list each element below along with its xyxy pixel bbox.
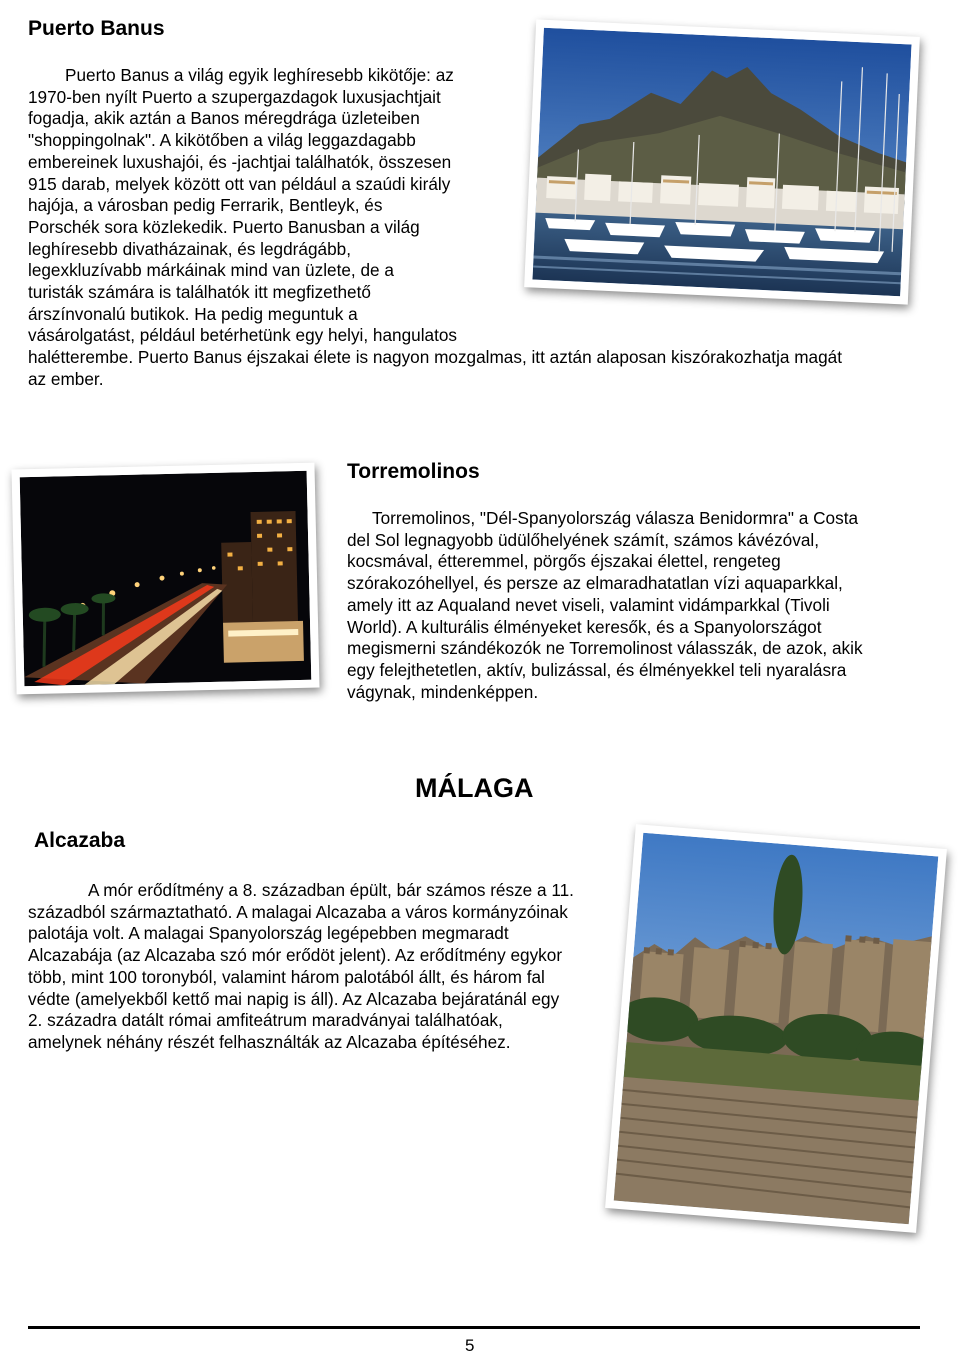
section-title-torremolinos: Torremolinos	[347, 460, 480, 483]
text-line: kocsmával, étteremmel, pörgős éjszakai élettel, rengeteg	[347, 551, 781, 572]
text-line: szórakozóhellyel, és persze az elmaradhatatlan vízi aquaparkkal,	[347, 573, 843, 594]
text-line: 915 darab, melyek között ott van például a szaúdi király	[28, 173, 451, 194]
alcazaba-paragraph	[28, 880, 628, 1054]
text-line: századból származtatható. A malagai Alcazaba a város kormányzóinak	[28, 901, 568, 922]
text-line: 1970-ben nyílt Puerto a szupergazdagok luxusjachtjait	[28, 86, 441, 107]
text-line: A mór erődítmény a 8. században épült, bár számos része a 11.	[88, 880, 574, 900]
text-line: az ember.	[28, 368, 104, 389]
footer-divider	[28, 1326, 920, 1329]
section-title-alcazaba: Alcazaba	[34, 829, 126, 852]
text-line: legexkluzívabb márkáinak mind van üzlete, de a	[28, 260, 394, 281]
text-line: hajója, a városban pedig Ferrarik, Bentleyk, és	[28, 195, 383, 216]
puerto-banus-marina-photo	[524, 19, 920, 304]
text-line: del Sol legnagyobb üdülőhelyének számít, számos kávézóval,	[347, 529, 819, 550]
text-line: megismerni szándékozók ne Torremolinost válasszák, de azok, akik	[347, 638, 863, 659]
text-line: World). A kulturális élményeket keresők, és a Spanyolországot	[347, 616, 822, 637]
text-line: védte (amelyekből kettő mai napig is áll). Az Alcazaba bejáratánál egy	[28, 988, 560, 1009]
text-line: amelynek néhány részét felhasználták az Alcazaba építéséhez.	[28, 1031, 511, 1052]
text-line: árszínvonalú butikok. Ha pedig meguntuk a	[28, 303, 358, 324]
text-line: halétterembe. Puerto Banus éjszakai élete is nagyon mozgalmas, itt aztán alaposan kiszórakozhatja magát	[28, 347, 842, 368]
text-line: vásárolgatást, például betérhetünk egy helyi, hangulatos	[28, 325, 458, 346]
night-street-image	[20, 471, 312, 686]
text-line: Puerto Banus a világ egyik leghíresebb kikötője: az	[65, 65, 454, 85]
text-line: 2. századra datált római amfiteátrum maradványai találhatóak,	[28, 1010, 503, 1031]
text-line: "shoppingolnak". A kikötőben a világ leggazdagabb	[28, 130, 416, 151]
marina-image	[532, 28, 911, 296]
text-line: palotája volt. A malagai Spanyolország legépebben megmaradt	[28, 923, 509, 944]
alcazaba-photo	[605, 824, 947, 1233]
text-line: fogadja, akik aztán a Banos méregdrága üzleteiben	[28, 108, 420, 129]
text-line: Alcazabája (az Alcazaba szó mór erődöt jelent). Az erődítmény egykor	[28, 945, 563, 966]
text-line: embereinek luxushajói, és -jachtjai találhatók, összesen	[28, 151, 452, 172]
page-number: 5	[465, 1336, 475, 1355]
text-line: turisták számára is találhatók itt megfizethető	[28, 282, 371, 303]
text-line: Torremolinos, "Dél-Spanyolország válasza Benidormra" a Costa	[372, 508, 859, 528]
section-title-malaga: MÁLAGA	[415, 773, 534, 803]
fortress-image	[614, 833, 939, 1225]
text-line: leghíresebb divatházainak, és legdrágább,	[28, 238, 351, 259]
torremolinos-paragraph	[347, 508, 947, 703]
section-title-puerto-banus: Puerto Banus	[28, 17, 165, 40]
text-line: vágynak, mindenképpen.	[347, 681, 539, 702]
text-line: egy felejthetetlen, aktív, bulizással, és élményekkel teli nyaralásra	[347, 659, 847, 680]
torremolinos-night-photo	[11, 463, 319, 695]
text-line: amely itt az Aqualand nevet viseli, valamint vidámparkkal (Tivoli	[347, 594, 830, 615]
text-line: Porschék sora közlekedik. Puerto Banusban a világ	[28, 216, 420, 237]
text-line: több, mint 100 toronyból, valamint három palotából állt, és három fal	[28, 966, 545, 987]
